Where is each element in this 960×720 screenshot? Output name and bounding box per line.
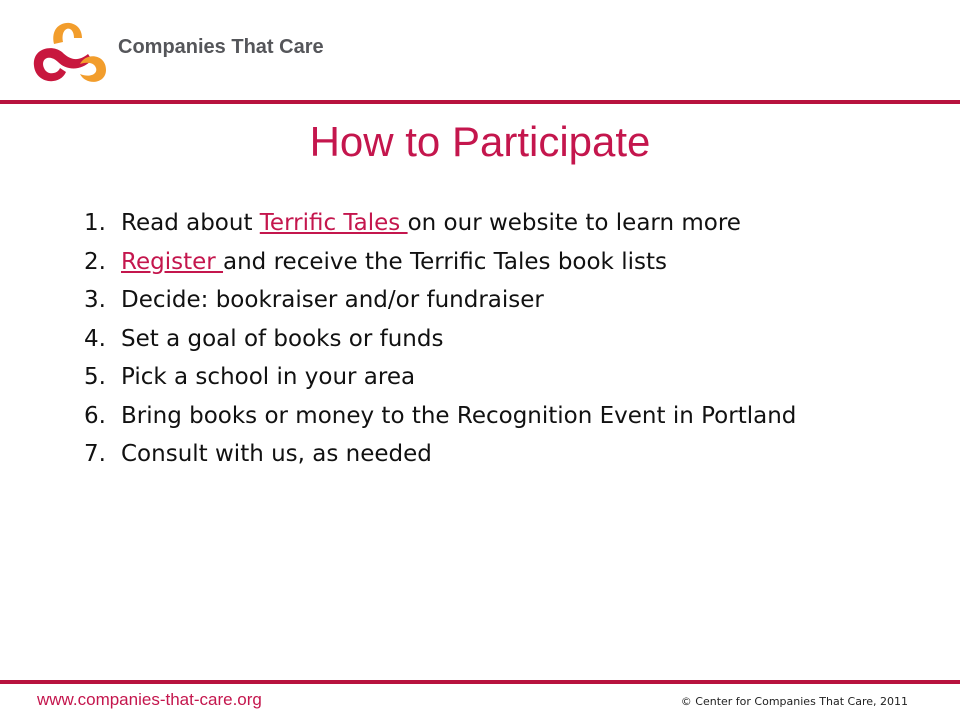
step-text: Bring books or money to the Recognition Event in Portland: [121, 402, 797, 429]
step-number: 5.: [84, 364, 106, 390]
step-text-end: on our website to learn more: [407, 210, 741, 236]
brand-name: Companies That Care: [118, 36, 324, 58]
step-text: Decide: bookraiser and/or fundraiser: [121, 287, 544, 313]
step-number: 6.: [84, 402, 106, 429]
copyright-notice: © Center for Companies That Care, 2011: [680, 695, 908, 708]
list-item: [84, 204, 796, 243]
step-number: 3.: [84, 287, 106, 313]
header-divider: [0, 100, 960, 104]
companies-that-care-logo: [30, 14, 110, 86]
register-link[interactable]: Register: [121, 248, 224, 275]
step-text: Pick a school in your area: [121, 364, 416, 390]
list-item: [84, 281, 796, 320]
step-text-end: and receive the Terrific Tales book lists: [223, 248, 667, 275]
website-url-link[interactable]: www.companies-that-care.org: [37, 690, 262, 709]
step-text: Consult with us, as needed: [121, 441, 432, 467]
terrific-tales-link[interactable]: Terrific Tales: [259, 210, 408, 236]
slide-title: How to Participate: [309, 118, 651, 165]
footer-divider: [0, 680, 960, 684]
list-item: [84, 397, 796, 436]
list-item: [84, 320, 796, 359]
step-number: 1.: [84, 210, 106, 236]
step-text: Set a goal of books or funds: [121, 325, 444, 352]
participation-steps-list: [84, 204, 796, 474]
step-text: Read about: [121, 210, 260, 236]
step-number: 4.: [84, 325, 106, 352]
list-item: [84, 435, 796, 474]
logo-orange-arc-top: [53, 23, 82, 44]
step-number: 2.: [84, 248, 106, 275]
list-item: [84, 243, 796, 282]
logo-orange-blob-right: [80, 56, 106, 82]
step-number: 7.: [84, 441, 106, 467]
list-item: [84, 358, 796, 397]
